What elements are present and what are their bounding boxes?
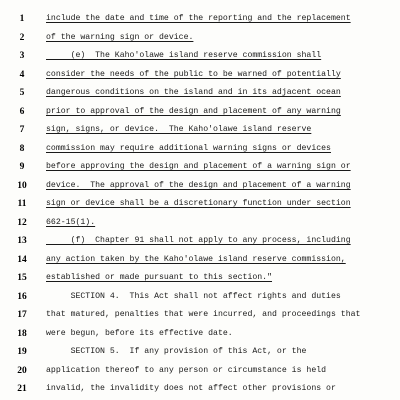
- document-line: [0, 345, 400, 363]
- line-number: 17: [17, 310, 27, 320]
- document-line: [0, 382, 400, 400]
- line-number: 21: [17, 384, 27, 394]
- line-number: 4: [19, 69, 25, 80]
- line-text: were begun, before its effective date.: [46, 328, 233, 338]
- line-number: 9: [19, 162, 25, 172]
- line-text: before approving the design and placement of a warning sign or: [46, 162, 351, 171]
- line-number: 18: [17, 328, 27, 339]
- document-line: [0, 179, 400, 197]
- document-line: [0, 253, 400, 271]
- line-number: 20: [17, 365, 27, 376]
- document-line: [0, 123, 400, 141]
- line-text: include the date and time of the reporting and the replacement: [46, 14, 351, 23]
- document-line: [0, 31, 400, 49]
- line-text: commission may require additional warning signs or devices: [46, 143, 331, 153]
- line-number: 7: [19, 125, 25, 135]
- line-number: 6: [19, 106, 25, 117]
- line-number: 8: [19, 143, 25, 154]
- line-text: of the warning sign or device.: [46, 32, 194, 42]
- line-text: 662-15(1).: [46, 217, 96, 227]
- line-text: (f) Chapter 91 shall not apply to any process, including: [46, 236, 351, 245]
- line-number: 3: [19, 51, 25, 61]
- line-number: 10: [17, 180, 27, 191]
- line-text: application thereof to any person or circumstance is held: [46, 365, 327, 375]
- document-line: [0, 290, 400, 308]
- document-line: [0, 308, 400, 326]
- line-number: 11: [17, 199, 27, 209]
- line-text: device. The approval of the design and placement of a warning: [46, 180, 351, 190]
- document-line: [0, 49, 400, 67]
- line-number: 19: [17, 347, 27, 357]
- document-line: [0, 105, 400, 123]
- document-line: [0, 68, 400, 86]
- document-line: [0, 364, 400, 382]
- line-number: 5: [19, 88, 25, 98]
- line-text: SECTION 4. This Act shall not affect rights and duties: [46, 291, 341, 301]
- line-text: invalid, the invalidity does not affect other provisions or: [46, 384, 336, 393]
- line-text: sign, signs, or device. The Kaho'olawe island reserve: [46, 125, 312, 134]
- line-text: any action taken by the Kaho'olawe island reserve commission,: [46, 254, 346, 264]
- line-number: 13: [17, 236, 27, 246]
- document-line: [0, 216, 400, 234]
- document-line: [0, 271, 400, 289]
- document-line: [0, 234, 400, 252]
- line-number: 12: [17, 217, 27, 228]
- document-line: [0, 160, 400, 178]
- document-line: [0, 327, 400, 345]
- document-line: [0, 142, 400, 160]
- line-text: (e) The Kaho'olawe island reserve commission shall: [46, 51, 322, 60]
- document-line: [0, 12, 400, 30]
- line-number: 2: [19, 32, 25, 43]
- line-text: sign or device shall be a discretionary function under section: [46, 199, 351, 208]
- line-number: 1: [19, 14, 25, 24]
- line-number: 16: [17, 291, 27, 302]
- document-line: [0, 86, 400, 104]
- document-line: [0, 197, 400, 215]
- line-text: dangerous conditions on the island and in its adjacent ocean: [46, 88, 341, 97]
- line-text: SECTION 5. If any provision of this Act, or the: [46, 347, 307, 356]
- line-text: established or made pursuant to this section.": [46, 273, 273, 282]
- line-number: 15: [17, 273, 27, 283]
- line-text: prior to approval of the design and placement of any warning: [46, 106, 341, 116]
- line-number: 14: [17, 254, 27, 265]
- line-text: consider the needs of the public to be warned of potentially: [46, 69, 341, 79]
- line-text: that matured, penalties that were incurred, and proceedings that: [46, 310, 361, 319]
